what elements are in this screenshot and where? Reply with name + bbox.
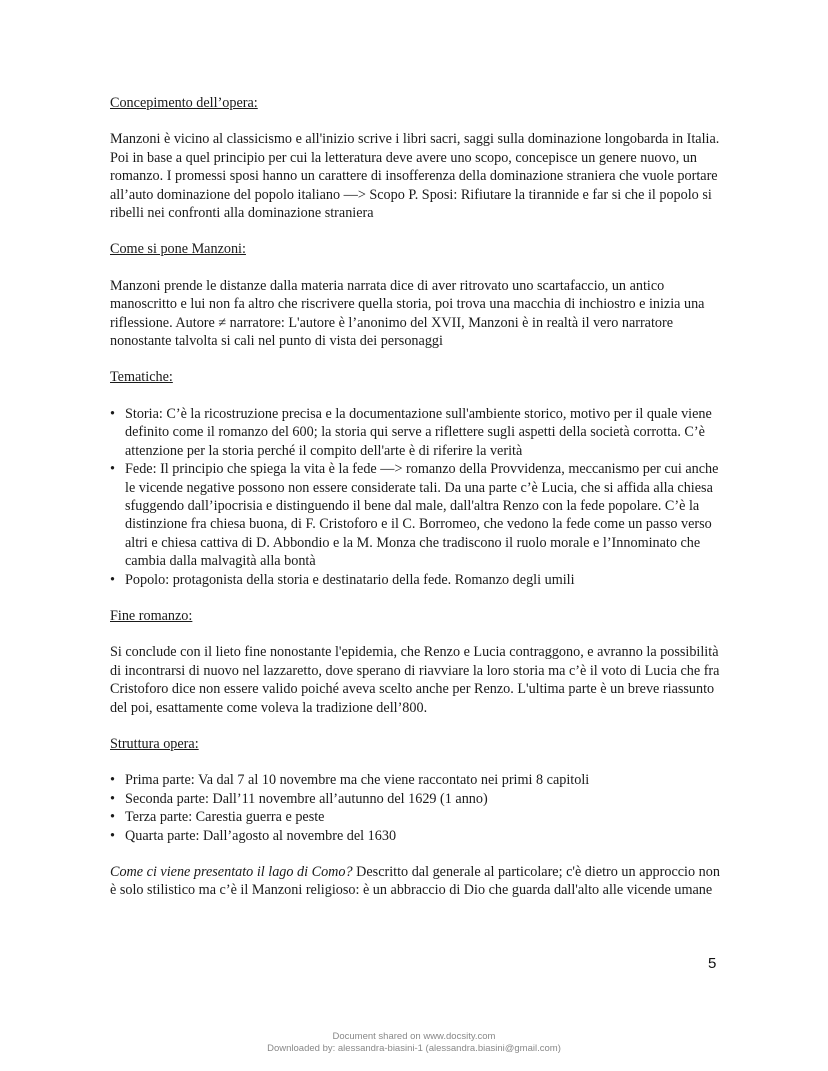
footer-downloaded-line: Downloaded by: alessandra-biasini-1 (alessandra.biasini@gmail.com)	[267, 1043, 561, 1054]
list-item: • Quarta parte: Dall’agosto al novembre del 1630	[110, 827, 722, 845]
docsity-footer	[0, 1031, 828, 1055]
list-item: • Fede: Il principio che spiega la vita è la fede —> romanzo della Provvidenza, meccanismo per cui anche le vicende negative possono non essere considerate tali. Da una parte c’è Lucia, che si affida alla chiesa sfuggendo dall’ipocrisia e distinguendo il bene dal male, dall'altra Renzo con la fede popolare. C’è la distinzione fra chiesa buona, di F. Cristoforo e il C. Borromeo, che vedono la fede come un passo verso altri e chiesa cattiva di D. Abbondio e la M. Monza che tradiscono il ruolo morale e l’Innominato che cambia dalla malvagità alla bontà	[110, 460, 722, 570]
page-number: 5	[708, 955, 717, 972]
lago-question: Come ci viene presentato il lago di Como?	[110, 864, 353, 880]
list-item: • Popolo: protagonista della storia e destinatario della fede. Romanzo degli umili	[110, 571, 722, 589]
section-heading-struttura: Struttura opera:	[110, 735, 199, 752]
section-heading-tematiche: Tematiche:	[110, 369, 173, 386]
struttura-list	[110, 771, 722, 845]
paragraph-concepimento: Manzoni è vicino al classicismo e all'inizio scrive i libri sacri, saggi sulla dominazione longobarda in Italia. Poi in base a quel principio per cui la letteratura deve avere uno scopo, concepisce un genere nuovo, un romanzo. I promessi sposi hanno un carattere di insofferenza della dominazione straniera che vuole portare all’auto dominazione del popolo italiano —> Scopo P. Sposi: Rifiutare la tirannide e far si che il popolo si ribelli nei confronti alla dominazione straniera	[110, 131, 720, 222]
footer-shared-line: Document shared on www.docsity.com	[332, 1031, 496, 1042]
list-item: • Terza parte: Carestia guerra e peste	[110, 808, 722, 826]
paragraph-lago	[110, 863, 722, 900]
section-heading-concepimento: Concepimento dell’opera:	[110, 95, 258, 111]
list-item: • Prima parte: Va dal 7 al 10 novembre ma che viene raccontato nei primi 8 capitoli	[110, 771, 722, 789]
paragraph-fine-romanzo: Si conclude con il lieto fine nonostante l'epidemia, che Renzo e Lucia contraggono, e avranno la possibilità di incontrarsi di nuovo nel lazzaretto, dove sperano di riavviare la loro storia ma c’è il voto di Lucia che fra Cristoforo dice non essere valido poiché aveva scelto anche per Renzo. L'ultima parte è un breve riassunto del poi, esattamente come voleva la tradizione dell’800.	[110, 644, 720, 716]
section-heading-fine-romanzo: Fine romanzo:	[110, 607, 193, 624]
list-item: • Storia: C’è la ricostruzione precisa e la documentazione sull'ambiente storico, motivo per il quale viene definito come il romanzo del 600; la storia qui serve a riflettere sugli aspetti della società corrotta. C’è attenzione per la storia perché il compito dell'arte è di riferire la verità	[110, 405, 722, 460]
section-heading-come-si-pone: Come si pone Manzoni:	[110, 241, 246, 258]
tematiche-list	[110, 405, 722, 589]
lago-text: Descritto dal generale al particolare; c'è dietro un approccio non è solo stilistico ma c’è il Manzoni religioso: è un abbraccio di Dio che guarda dall'alto alle vicende umane	[110, 864, 720, 899]
paragraph-come-si-pone: Manzoni prende le distanze dalla materia narrata dice di aver ritrovato uno scartafaccio, un antico manoscritto e lui non fa altro che riscrivere quella storia, poi trova una macchia di inchiostro e inizia una riflessione. Autore ≠ narratore: L'autore è l’anonimo del XVII, Manzoni è in realtà il vero narratore nonostante talvolta si cali nel punto di vista dei personaggi	[110, 277, 705, 350]
document-page	[110, 94, 722, 900]
list-item: • Seconda parte: Dall’11 novembre all’autunno del 1629 (1 anno)	[110, 790, 722, 808]
